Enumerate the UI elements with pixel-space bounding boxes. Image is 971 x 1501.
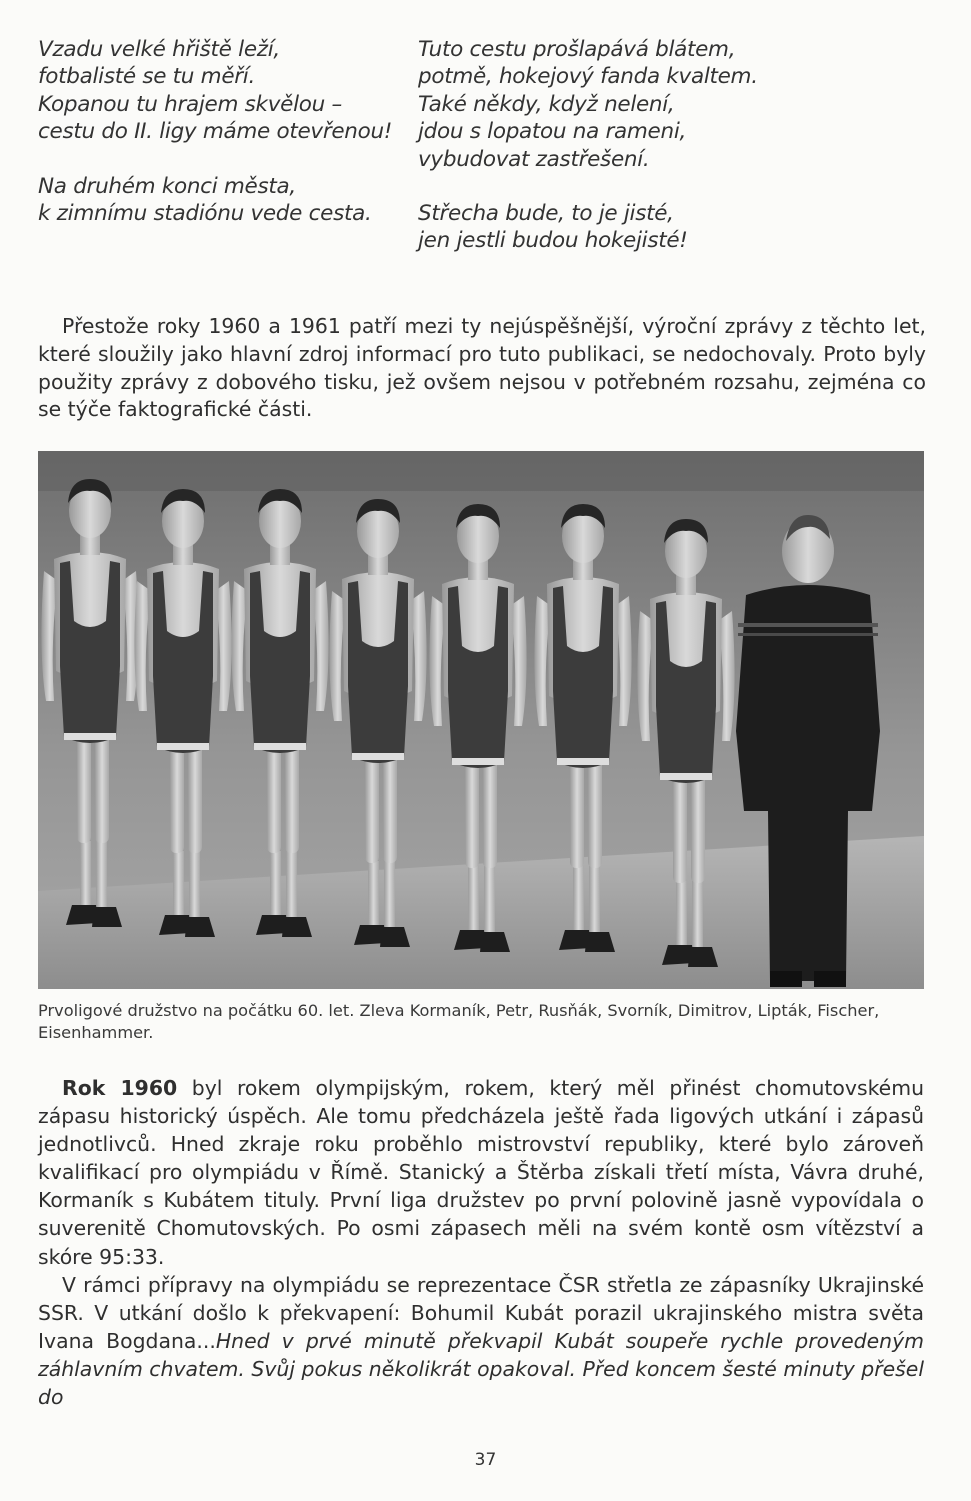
paragraph-quote: Hned v prvé minutě překvapil Kubát soupeře rychle provedeným záhlavním chvatem. Svůj pokus několikrát opakoval. Před koncem šesté minuty přešel do: [38, 1328, 925, 1410]
poem-line: jdou s lopatou na rameni,: [418, 119, 687, 145]
stanza-gap: [38, 146, 392, 173]
poem-line: Na druhém konci města,: [38, 173, 296, 199]
poem-line: jen jestli budou hokejisté!: [418, 228, 688, 254]
stanza-gap: [418, 173, 758, 200]
poem-line: vybudovat zastřešení.: [418, 146, 650, 172]
paragraph-lead: Rok 1960: [62, 1076, 178, 1100]
paragraph-olympiada: [38, 1271, 924, 1411]
intro-paragraph: [38, 313, 926, 424]
page-number: 37: [474, 1450, 497, 1470]
poem-line: fotbalisté se tu měří.: [38, 64, 255, 90]
poem-line: cestu do II. ligy máme otevřenou!: [38, 119, 393, 145]
body-text: [38, 1074, 924, 1411]
intro-text: Přestože roky 1960 a 1961 patří mezi ty nejúspěšnější, výroční zprávy z těchto let, které sloužily jako hlavní zdroj informací pro tuto publikaci, se nedochovaly. Proto byly použity zprávy z dobového tisku, jež ovšem nejsou v potřebném rozsahu, zejména co se týče faktografické části.: [38, 314, 926, 422]
photo-caption: Prvoligové družstvo na počátku 60. let. Zleva Kormaník, Petr, Rusňák, Svorník, Dimitrov, Lipták, Fischer, Eisenhammer.: [38, 1001, 880, 1042]
poem-line: Tuto cestu prošlapává blátem,: [418, 37, 736, 62]
poem-line: Vzadu velké hřiště leží,: [38, 37, 280, 62]
poem-line: k zimnímu stadiónu vede cesta.: [38, 201, 372, 227]
team-photo: [38, 451, 924, 989]
poem-left-column: [38, 36, 392, 227]
poem-line: Střecha bude, to je jisté,: [418, 201, 674, 227]
paragraph-start: V rámci přípravy na olympiádu se reprezentace ČSR střetla ze zápasníky Ukrajinské SSR. V utkání došlo k překvapení: Bohumil Kubát porazil ukrajinského mistra světa Ivana Bogdana...: [38, 1272, 924, 1353]
paragraph-rest: byl rokem olympijským, rokem, který měl přinést chomutovskému zápasu historický úspěch. Ale tomu předcházela ještě řada ligových utkání i zápasů jednotlivců. Hned zkraje roku proběhlo mistrovství republiky, které bylo zároveň kvalifikací pro olympiádu v Římě. Stanický a Štěrba získali třetí místa, Vávra druhé, Kormaník s Kubátem tituly. První liga družstev po první polovině jasně vypovídala o suverenitě Chomutovských. Po osmi zápasech měli na svém kontě osm vítězství a skóre 95:33.: [38, 1076, 924, 1269]
poem-line: Také někdy, když nelení,: [418, 91, 675, 117]
poem-line: potmě, hokejový fanda kvaltem.: [418, 64, 758, 90]
poem-right-column: [418, 36, 758, 255]
poem-line: Kopanou tu hrajem skvělou –: [38, 91, 342, 117]
paragraph-rok-1960: [38, 1074, 924, 1271]
